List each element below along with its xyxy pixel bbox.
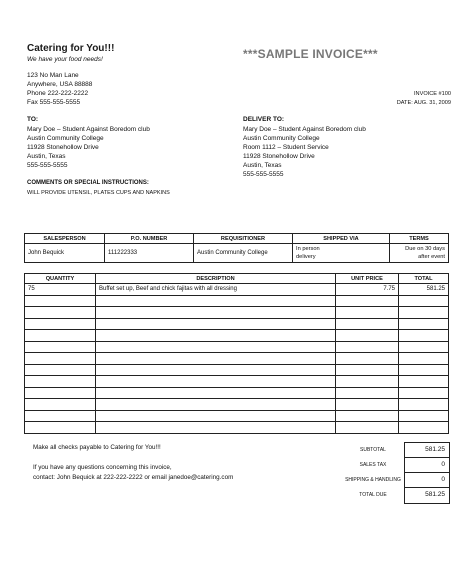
deliver-to-line: 11928 Stonehollow Drive: [243, 153, 315, 160]
terms-line: after event: [418, 254, 445, 260]
column-header: DESCRIPTION: [96, 274, 336, 284]
deliver-to-line: Austin, Texas: [243, 162, 282, 169]
quantity-cell: 75: [25, 284, 96, 296]
invoice-date: DATE: AUG. 31, 2009: [396, 100, 451, 106]
deliver-to-line: 555-555-5555: [243, 171, 284, 178]
subtotal-label: SUBTOTAL: [360, 446, 386, 453]
sales-tax-value: 0: [441, 461, 445, 468]
table-row: [25, 330, 449, 342]
table-row: [25, 376, 449, 388]
invoice-title: ***SAMPLE INVOICE***: [243, 47, 378, 61]
payable-note: Make all checks payable to Catering for You!!!: [33, 444, 161, 451]
table-row: [25, 422, 449, 434]
table-row: [25, 353, 449, 365]
to-line: Austin Community College: [27, 135, 104, 142]
to-line: Mary Doe – Student Against Boredom club: [27, 126, 150, 133]
column-header: TERMS: [390, 234, 449, 244]
company-name: Catering for You!!!: [27, 43, 115, 54]
deliver-to-line: Room 1112 – Student Service: [243, 144, 329, 151]
questions-note: If you have any questions concerning this invoice,: [33, 464, 172, 471]
description-cell: Buffet set up, Beef and chick fajitas with all dressing: [96, 284, 336, 296]
column-header: REQUISITIONER: [194, 234, 293, 244]
to-line: 11928 Stonehollow Drive: [27, 144, 99, 151]
subtotal-value: 581.25: [425, 446, 445, 453]
total-due-label: TOTAL DUE: [359, 491, 387, 498]
salesperson-cell: John Bequick: [25, 244, 105, 263]
company-address-1: 123 No Man Lane: [27, 72, 79, 79]
column-header: UNIT PRICE: [336, 274, 399, 284]
company-phone: Phone 222-222-2222: [27, 90, 89, 97]
comments-heading: COMMENTS OR SPECIAL INSTRUCTIONS:: [27, 180, 149, 186]
total-due-value: 581.25: [425, 491, 445, 498]
table-row: [25, 295, 449, 307]
po-number-cell: 111222333: [105, 244, 194, 263]
column-header: P.O. NUMBER: [105, 234, 194, 244]
column-header: SALESPERSON: [25, 234, 105, 244]
invoice-number: INVOICE #100: [414, 91, 451, 97]
deliver-to-line: Mary Doe – Student Against Boredom club: [243, 126, 366, 133]
table-row: [25, 364, 449, 376]
to-line: Austin, Texas: [27, 153, 66, 160]
terms-line: Due on 30 days: [405, 246, 445, 252]
table-row: [25, 318, 449, 330]
column-header: TOTAL: [399, 274, 449, 284]
table-row: [25, 410, 449, 422]
order-info-table: [24, 233, 449, 263]
shipping-label: SHIPPING & HANDLING: [345, 476, 401, 483]
divider: [404, 487, 449, 488]
table-row: [25, 307, 449, 319]
line-items-table: [24, 273, 449, 434]
company-address-2: Anywhere, USA 88888: [27, 81, 93, 88]
table-row: [25, 399, 449, 411]
deliver-to-line: Austin Community College: [243, 135, 320, 142]
contact-note: contact: John Bequick at 222-222-2222 or email janedoe@catering.com: [33, 474, 234, 481]
table-row: [25, 387, 449, 399]
divider: [404, 457, 449, 458]
total-cell: 581.25: [399, 284, 449, 296]
company-slogan: We have your food needs!: [27, 56, 103, 63]
table-row: [25, 244, 449, 263]
divider: [404, 472, 449, 473]
to-heading: TO:: [27, 116, 39, 123]
comments-text: WILL PROVIDE UTENSIL, PLATES CUPS AND NAPKINS: [27, 190, 170, 196]
to-line: 555-555-5555: [27, 162, 68, 169]
totals-box: [404, 442, 450, 504]
deliver-to-heading: DELIVER TO:: [243, 116, 285, 123]
company-fax: Fax 555-555-5555: [27, 99, 81, 106]
sales-tax-label: SALES TAX: [359, 461, 387, 468]
table-row: [25, 341, 449, 353]
shipped-via-cell: [293, 244, 390, 263]
column-header: SHIPPED VIA: [293, 234, 390, 244]
requisitioner-cell: Austin Community College: [194, 244, 293, 263]
unit-price-cell: 7.75: [336, 284, 399, 296]
column-header: QUANTITY: [25, 274, 96, 284]
shipped-via-line: delivery: [296, 254, 316, 260]
table-row: [25, 284, 449, 296]
shipping-value: 0: [441, 476, 445, 483]
shipped-via-line: In person: [296, 246, 320, 252]
terms-cell: [390, 244, 449, 263]
